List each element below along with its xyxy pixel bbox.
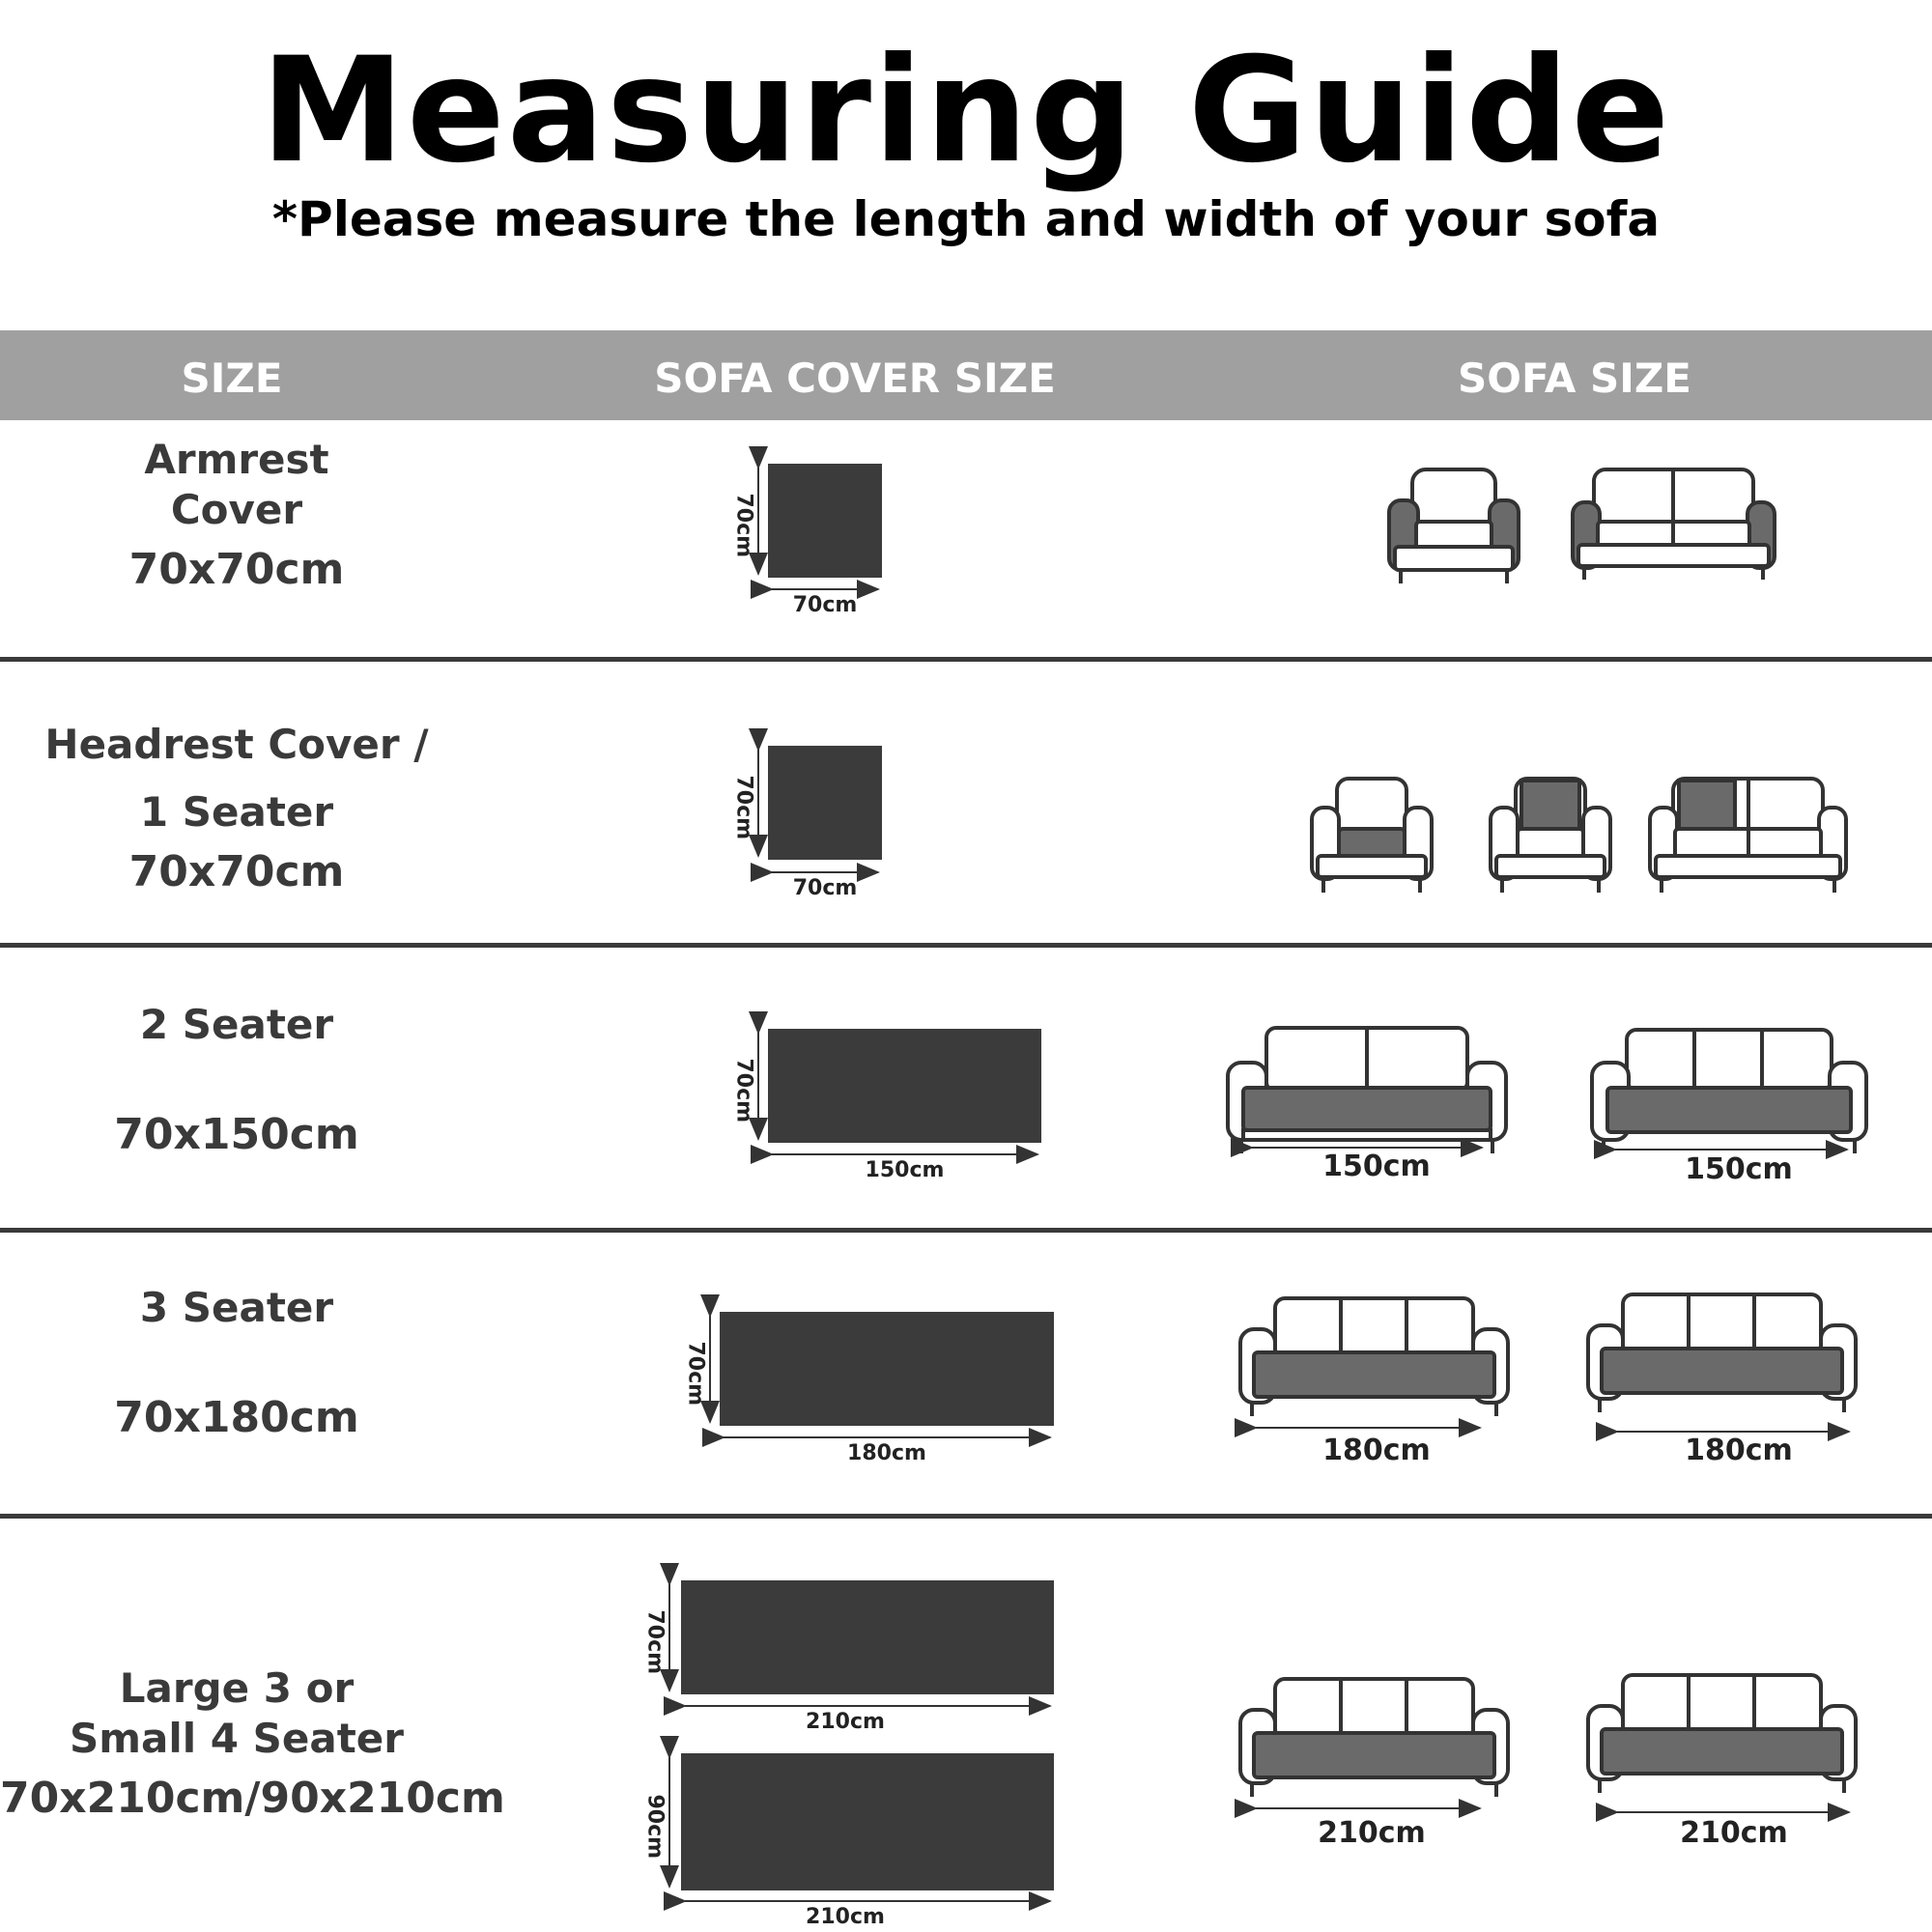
cover-swatch-3seater	[720, 1312, 1054, 1426]
row-name: Large 3 or	[119, 1664, 355, 1712]
sofa-width-label: 150cm	[1685, 1152, 1793, 1186]
row-armrest-label	[0, 435, 473, 595]
dim-height: 70cm	[731, 775, 756, 840]
small-four-seater-icon	[1584, 1671, 1860, 1797]
cover-swatch-large-a	[681, 1580, 1054, 1694]
page-title: Measuring Guide	[260, 27, 1672, 195]
row-size: 70x180cm	[114, 1393, 359, 1442]
dim-height: 90cm	[642, 1794, 668, 1860]
row-divider	[0, 657, 1932, 662]
dim-width: 210cm	[806, 1710, 885, 1734]
dim-width: 180cm	[847, 1441, 926, 1465]
armchair-icon	[1381, 464, 1526, 589]
loveseat-headrest-icon	[1644, 773, 1852, 898]
single-seater-headrest-icon	[1483, 773, 1618, 898]
row-name: Small 4 Seater	[70, 1715, 404, 1762]
row-size: 70x70cm	[128, 545, 345, 594]
cover-swatch-large-b	[681, 1753, 1054, 1890]
row-size: 70x210cm/90x210cm	[0, 1774, 505, 1823]
row-name: Armrest	[144, 436, 329, 483]
sofa-width-label: 210cm	[1318, 1816, 1426, 1850]
row-size: 70x150cm	[114, 1110, 359, 1159]
row-name: Cover	[170, 486, 303, 533]
row-2seater-label	[0, 1000, 473, 1160]
dim-height: 70cm	[731, 1058, 756, 1123]
sofa-width-label: 210cm	[1680, 1816, 1788, 1850]
dim-height: 70cm	[731, 493, 756, 558]
sofa-width-label: 180cm	[1685, 1434, 1793, 1467]
three-seater-wide-icon	[1584, 1291, 1860, 1416]
three-seater-icon	[1236, 1294, 1512, 1420]
single-seater-icon	[1304, 773, 1439, 898]
dim-width: 210cm	[806, 1905, 885, 1929]
row-name: 1 Seater	[139, 788, 334, 836]
row-divider	[0, 943, 1932, 948]
large-three-seater-icon	[1236, 1675, 1512, 1801]
dim-height: 70cm	[642, 1609, 668, 1675]
row-divider	[0, 1514, 1932, 1519]
row-3seater-label	[0, 1283, 473, 1443]
row-size: 70x70cm	[128, 847, 345, 896]
two-seater-icon	[1222, 1024, 1512, 1159]
row-divider	[0, 1228, 1932, 1233]
row-headrest-label	[0, 720, 473, 897]
loveseat-icon	[1565, 464, 1782, 584]
dim-width: 70cm	[792, 876, 858, 900]
table-header	[0, 330, 1932, 420]
cover-swatch-2seater	[768, 1029, 1041, 1143]
dim-width: 70cm	[792, 593, 858, 617]
dim-width: 150cm	[865, 1158, 945, 1182]
header-size: SIZE	[181, 355, 283, 402]
row-large-label	[0, 1663, 505, 1824]
dim-height: 70cm	[683, 1341, 708, 1406]
sofa-width-label: 180cm	[1322, 1434, 1431, 1467]
header-cover-size: SOFA COVER SIZE	[654, 355, 1056, 402]
row-name: Headrest Cover /	[44, 721, 429, 768]
cover-swatch-armrest	[768, 464, 882, 578]
sofa-width-label: 150cm	[1322, 1150, 1431, 1183]
row-name: 2 Seater	[139, 1001, 334, 1048]
cover-swatch-headrest	[768, 746, 882, 860]
page-subtitle: *Please measure the length and width of your sofa	[271, 191, 1661, 247]
row-name: 3 Seater	[139, 1284, 334, 1331]
two-seater-deep-icon	[1588, 1024, 1870, 1159]
header-sofa-size: SOFA SIZE	[1458, 355, 1691, 402]
